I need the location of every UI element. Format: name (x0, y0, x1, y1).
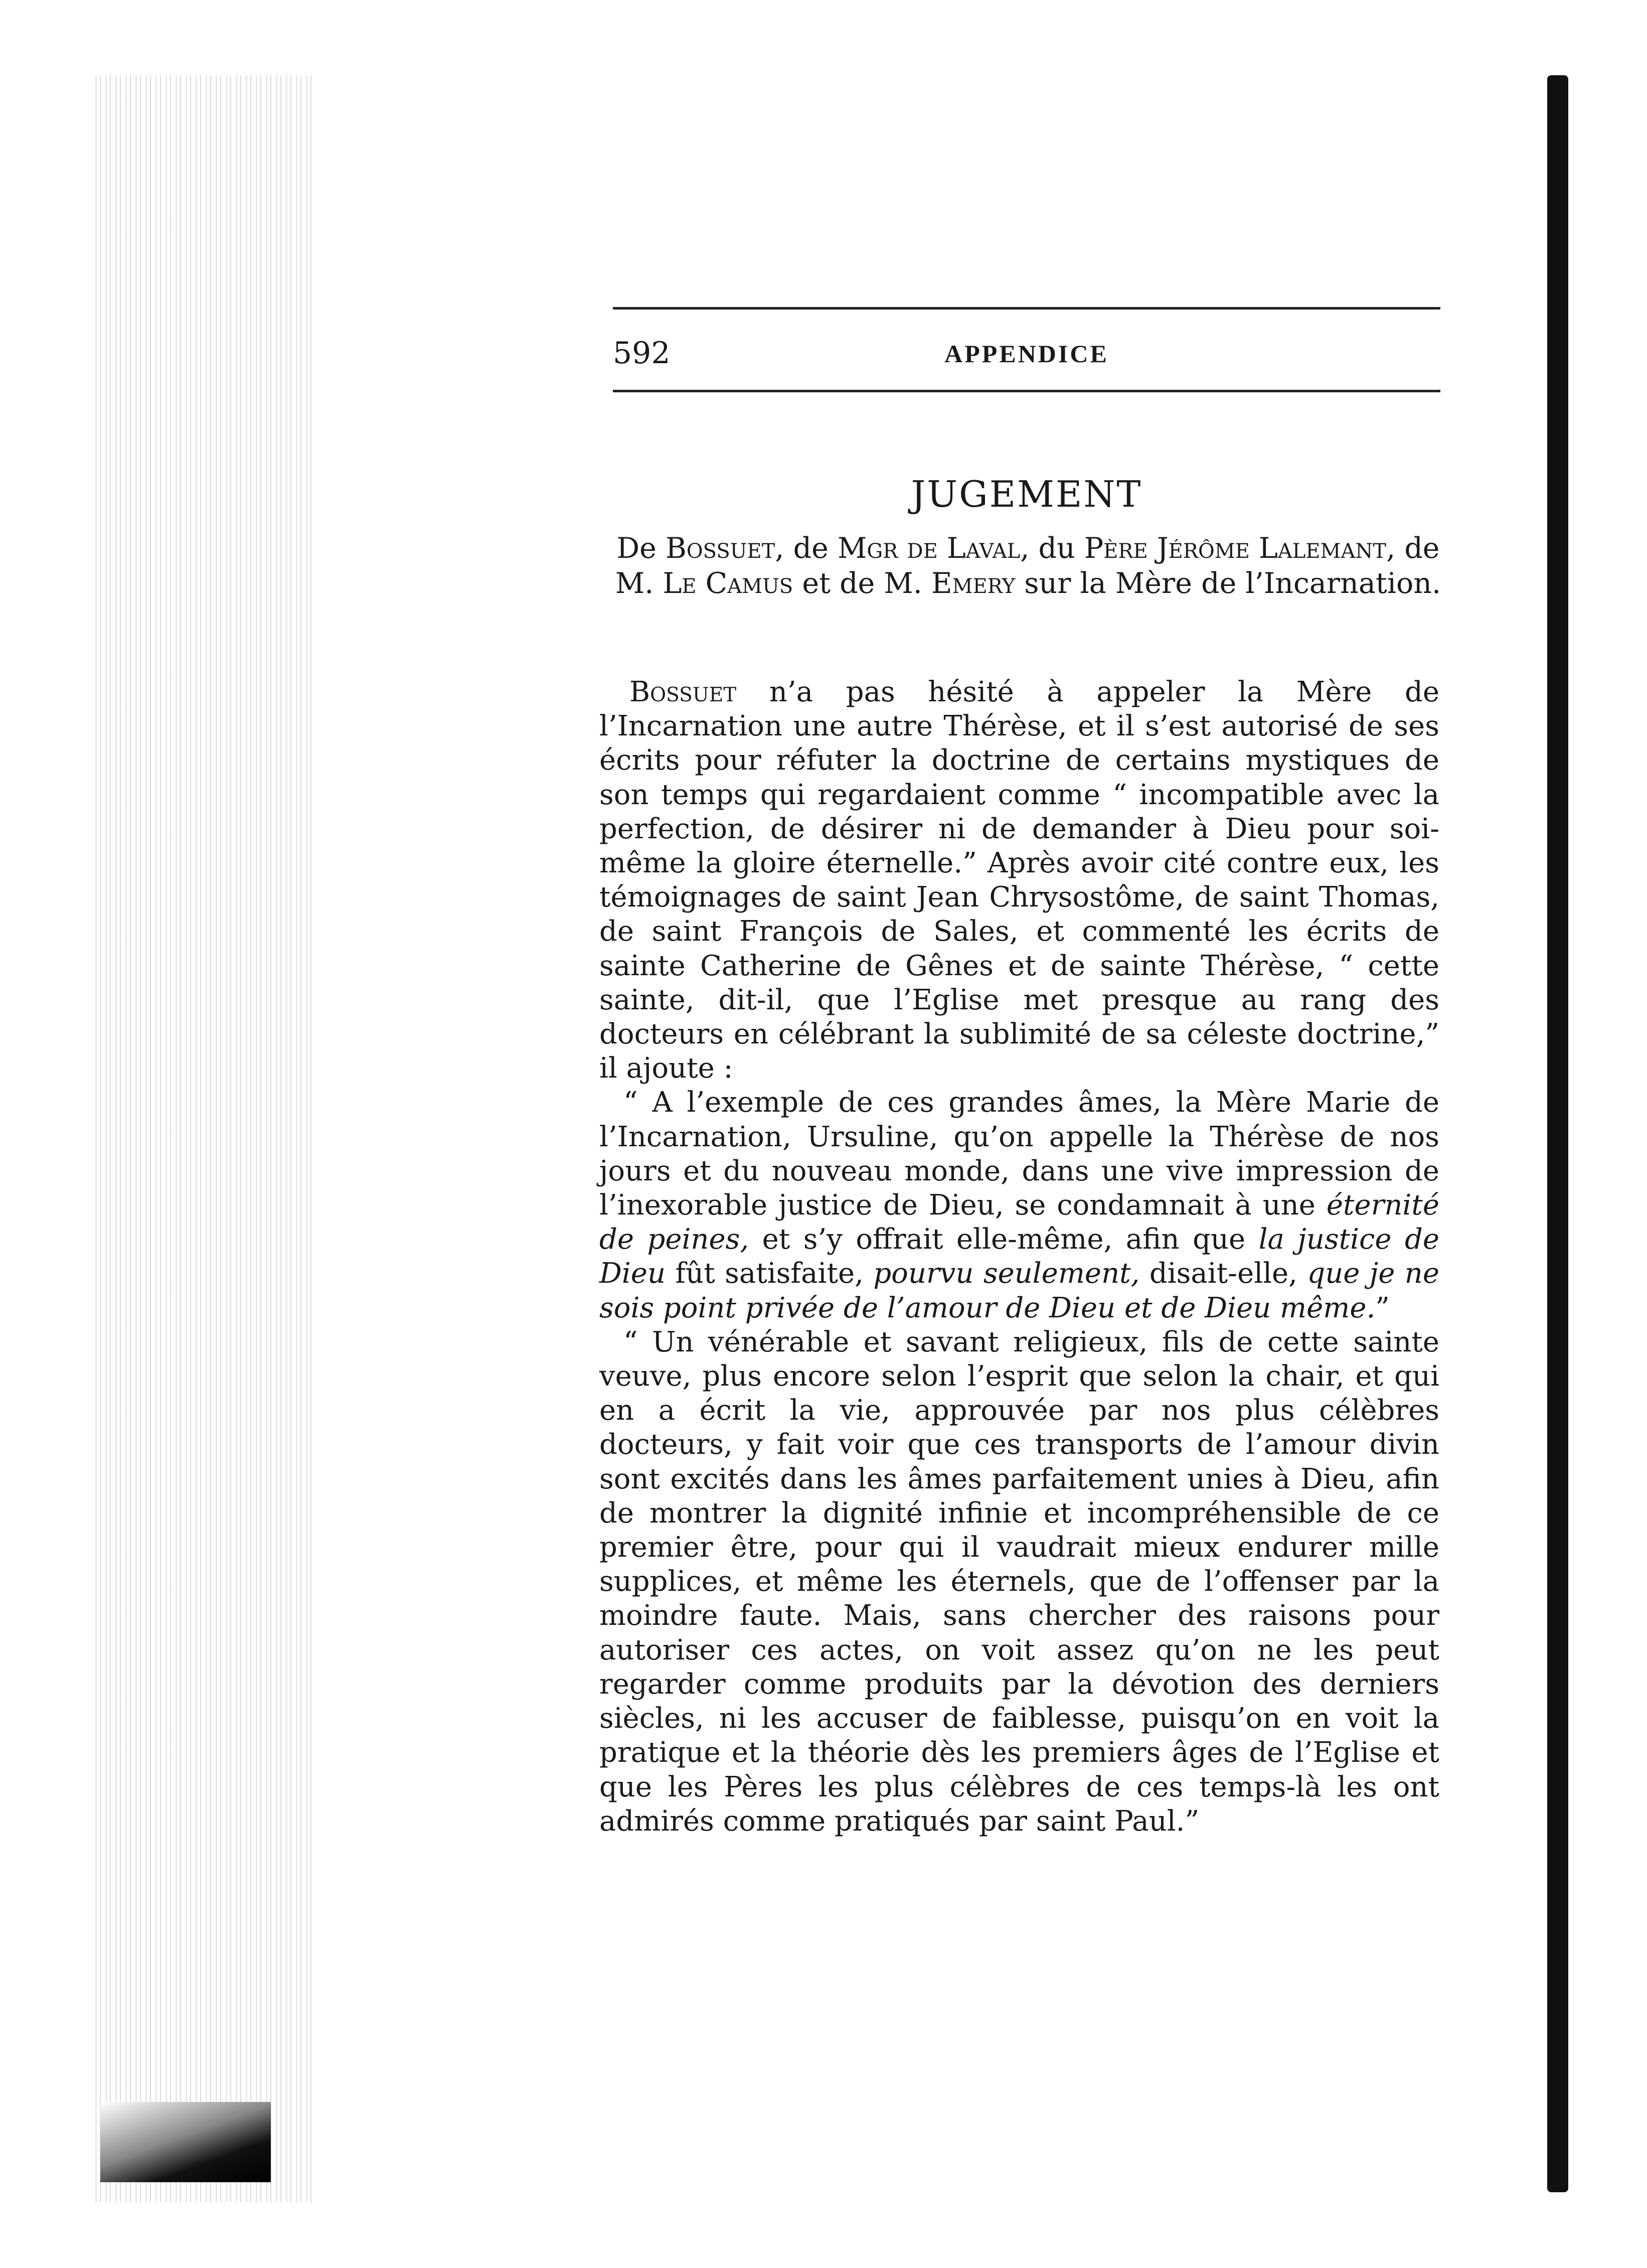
paragraph-2-italic: la justice de Dieu (599, 1223, 1439, 1290)
paragraph-2-text: ” (1375, 1291, 1390, 1324)
header-rule-top (613, 307, 1440, 310)
section-title: JUGEMENT (911, 473, 1142, 515)
subtitle-name-bossuet: Bossuet (666, 532, 775, 565)
page-number: 592 (613, 336, 671, 371)
paragraph-2-italic: pourvu seulement, (873, 1257, 1140, 1290)
body-text (599, 675, 1439, 1839)
paragraph-2 (599, 1086, 1439, 1325)
subtitle-text: De (616, 532, 666, 565)
paragraph-2-italic: que je ne sois point privée de l’amour de Dieu et de Dieu même. (599, 1257, 1439, 1324)
gutter-dark-corner (100, 2102, 271, 2182)
paragraph-2-text: “ A l’exemple de ces grandes âmes, la Mère Marie de l’Incarnation, Ursuline, qu’on appelle la Thérèse de nos jours et du nouveau monde, dans une vive impression de l’inexorable justice de Dieu, se condamnait à une (599, 1086, 1439, 1222)
header-rule-bottom (613, 390, 1440, 392)
subtitle-text: et de M. (793, 567, 932, 600)
page-edge-bar (1547, 75, 1568, 2192)
paragraph-2-text: et s’y offrait elle-même, afin que (749, 1223, 1259, 1256)
subtitle-name-emery: Emery (931, 567, 1016, 600)
section-subtitle (609, 531, 1447, 601)
paragraph-3: “ Un vénérable et savant religieux, fils de cette sainte veuve, plus encore selon l’esprit que selon la chair, et qui en a écrit la vie, approuvée par nos plus célèbres docteurs, y fait voir que ces transports de l’amour divin sont excités dans les âmes parfaitement unies à Dieu, afin de montrer la dignité infinie et incompréhensible de ce premier être, pour qui il vaudrait mieux endurer mille supplices, et même les éternels, que de l’offenser par la moindre faute. Mais, sans chercher des raisons pour autoriser ces actes, on voit assez qu’on ne les peut regarder comme produits par la dévotion des derniers siècles, ni les accuser de faiblesse, puisqu’on en voit la pratique et la théorie dès les premiers âges de l’Eglise et que les Pères les plus célèbres de ces temps-là les ont admirés comme pratiqués par saint Paul.” (599, 1325, 1439, 1838)
subtitle-name-lalemant: Père Jérôme Lalemant (1084, 532, 1387, 565)
subtitle-name-laval: Mgr de Laval (837, 532, 1021, 565)
paragraph-1-lead-name: Bossuet (629, 676, 737, 708)
subtitle-text: , de (775, 532, 838, 565)
paragraph-2-text: fût satisfaite, (666, 1257, 874, 1290)
paragraph-2-italic: éternité de peines, (599, 1189, 1439, 1256)
subtitle-text: , de M. (615, 532, 1440, 600)
subtitle-name-camus: Le Camus (663, 567, 793, 600)
paragraph-2-text: disait-elle, (1139, 1257, 1307, 1290)
subtitle-text: , du (1020, 532, 1084, 565)
paragraph-1 (599, 675, 1439, 1086)
book-gutter-shadow (95, 75, 316, 2202)
running-head: APPENDICE (944, 340, 1109, 368)
subtitle-text: sur la Mère de l’Incarnation. (1015, 567, 1441, 600)
paragraph-1-text: n’a pas hésité à appeler la Mère de l’Incarnation une autre Thérèse, et il s’est autorisé de ses écrits pour réfuter la doctrine de certains mystiques de son temps qui regardaient comme “ incompatible avec la perfection, de désirer ni de demander à Dieu pour soi-même la gloire éternelle.” Après avoir cité contre eux, les témoignages de saint Jean Chrysostôme, de saint Thomas, de saint François de Sales, et commenté les écrits de sainte Catherine de Gênes et de sainte Thérèse, “ cette sainte, dit-il, que l’Eglise met presque au rang des docteurs en célébrant la sublimité de sa céleste doctrine,” il ajoute : (599, 676, 1439, 1085)
